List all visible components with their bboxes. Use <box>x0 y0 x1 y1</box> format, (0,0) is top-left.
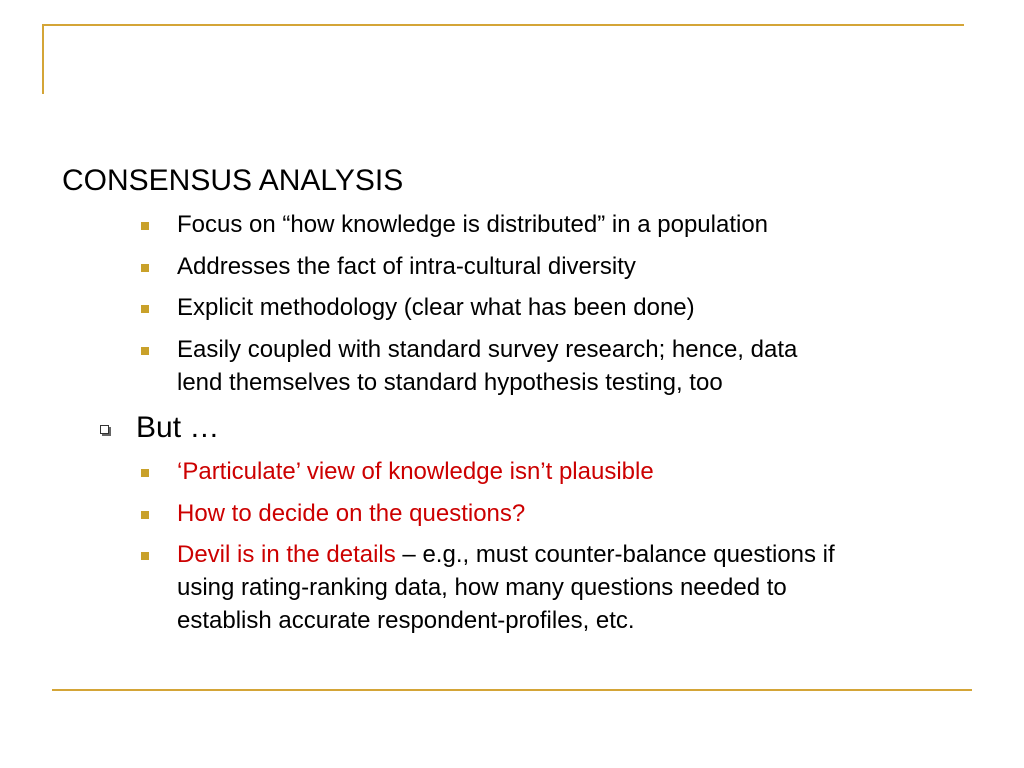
point-methodology <box>177 291 977 324</box>
point-line: Addresses the fact of intra-cultural diversity <box>177 253 636 280</box>
left-frame-line <box>42 24 44 94</box>
slide-heading: CONSENSUS ANALYSIS <box>62 164 404 197</box>
point-line: Explicit methodology (clear what has been done) <box>177 294 695 321</box>
point-focus <box>177 208 977 241</box>
emphasis-text: Devil is in the details <box>177 541 396 568</box>
filled-square-bullet-icon <box>141 305 149 313</box>
point-diversity <box>177 250 977 283</box>
bottom-divider-line <box>52 689 972 691</box>
point-line: Focus on “how knowledge is distributed” in a population <box>177 211 769 238</box>
point-line: establish accurate respondent-profiles, etc. <box>177 607 635 634</box>
point-survey <box>177 333 977 399</box>
point-line: How to decide on the questions? <box>177 500 526 527</box>
point-text: – e.g., must counter-balance questions if <box>395 541 835 568</box>
but-label: But … <box>136 411 220 444</box>
filled-square-bullet-icon <box>141 264 149 272</box>
point-line: ‘Particulate’ view of knowledge isn’t plausible <box>177 458 654 485</box>
point-line <box>177 538 977 571</box>
filled-square-bullet-icon <box>141 222 149 230</box>
top-frame-line <box>42 24 964 26</box>
point-devil <box>177 538 977 637</box>
filled-square-bullet-icon <box>141 552 149 560</box>
hollow-square-bullet-icon <box>100 425 109 434</box>
point-questions <box>177 497 977 530</box>
filled-square-bullet-icon <box>141 347 149 355</box>
point-line: Easily coupled with standard survey research; hence, data <box>177 336 798 363</box>
point-particulate <box>177 455 977 488</box>
filled-square-bullet-icon <box>141 469 149 477</box>
filled-square-bullet-icon <box>141 511 149 519</box>
point-line: using rating-ranking data, how many questions needed to <box>177 574 787 601</box>
point-line: lend themselves to standard hypothesis testing, too <box>177 369 723 396</box>
